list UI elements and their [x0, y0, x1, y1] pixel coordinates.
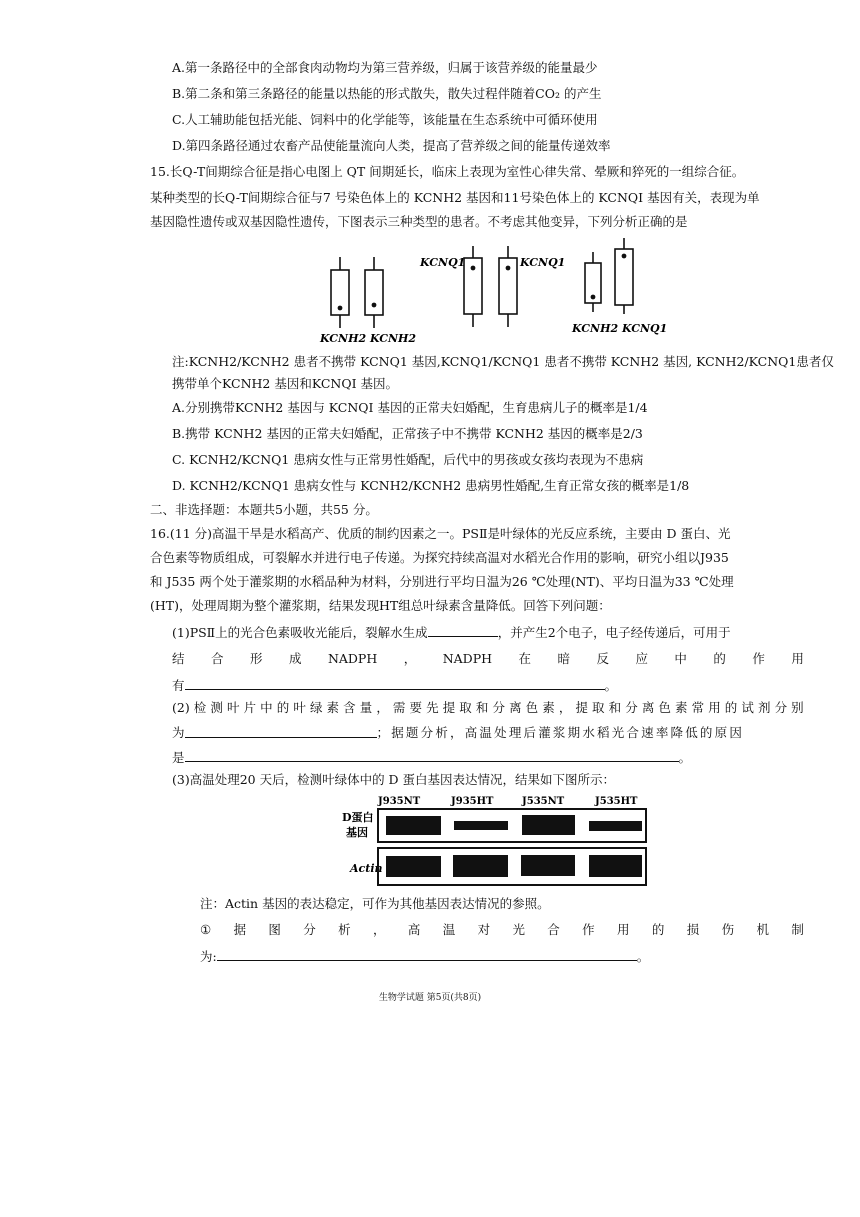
sub1-spaced-char: 损 — [686, 922, 700, 937]
lane-label-j935ht: J935HT — [451, 796, 494, 807]
part2-spaced-char: 中 — [260, 700, 273, 715]
part2-spaced-char: 色 — [525, 700, 539, 715]
row-label-actin: Actin — [350, 862, 383, 875]
part1-spaced-char: 用 — [791, 651, 804, 666]
q16-sub1-line-2: 为: 。 — [200, 946, 649, 967]
part2-spaced-char: 用 — [708, 700, 721, 715]
answer-blank-3[interactable] — [185, 723, 377, 738]
band-d-j535ht — [589, 821, 642, 831]
part1-spaced-char: 作 — [752, 651, 765, 666]
part2-spaced-char: 离 — [509, 700, 522, 715]
part1-spaced-char: 形 — [249, 651, 263, 666]
sub1-spaced-char: 的 — [651, 922, 665, 937]
part1-spaced-char: NADPH — [442, 651, 493, 666]
kcnq1-gene-dot — [471, 266, 476, 271]
part2-spaced-char: 取 — [592, 700, 605, 715]
part2-spaced-char: 素 — [542, 700, 555, 715]
part2-spaced-char: 要 — [409, 700, 423, 715]
part1-spaced-char: 应 — [635, 651, 648, 666]
part1-spaced-char: 的 — [713, 651, 726, 666]
sub1-spaced-char: ， — [373, 922, 386, 937]
part2-spaced-char: 分 — [774, 700, 788, 715]
q16-part2-line-3: 是 。 — [172, 747, 691, 768]
band-d-j935ht — [454, 821, 508, 830]
band-d-j535nt — [522, 815, 575, 835]
part2-spaced-char: 和 — [475, 700, 489, 715]
lane-label-j535nt: J535NT — [522, 796, 565, 807]
part1-spaced-char: 成 — [288, 651, 302, 666]
part2-spaced-char: 含 — [343, 700, 356, 715]
band-actin-j535ht — [589, 855, 642, 877]
band-actin-j535nt — [521, 855, 575, 876]
chromosome-figure — [310, 232, 670, 347]
part1-spaced-char: 暗 — [557, 651, 570, 666]
band-actin-j935ht — [453, 855, 508, 877]
label-kcnq1-right: KCNQ1 — [520, 256, 566, 269]
part2-spaced-char: 量 — [359, 700, 373, 715]
q14-option-b: B.第二条和第三条路径的能量以热能的形式散失，散失过程伴随着CO₂ 的产生 — [172, 86, 602, 101]
part2-spaced-char: 常 — [691, 700, 705, 715]
sub1-spaced-char: 机 — [756, 922, 769, 937]
part2-spaced-char: (2) — [172, 700, 190, 715]
sub1-spaced-char: 对 — [477, 922, 491, 937]
q15-option-a: A.分别携带KCNH2 基因与 KCNQI 基因的正常夫妇婚配，生育患病儿子的概率是1/4 — [172, 400, 648, 415]
q16-sub1-line-1 — [200, 920, 804, 940]
answer-blank-4[interactable] — [185, 747, 679, 762]
part2-spaced-char: 剂 — [757, 700, 771, 715]
part2-spaced-char: 的 — [724, 700, 738, 715]
band-actin-j935nt — [386, 856, 441, 877]
part2-spaced-char: 取 — [459, 700, 472, 715]
part2-spaced-char: 试 — [741, 700, 754, 715]
answer-blank-1[interactable] — [428, 622, 498, 637]
sub1-spaced-char: 伤 — [721, 922, 735, 937]
kcnh2-gene-dot — [372, 303, 377, 308]
part1-spaced-char: ， — [403, 651, 417, 666]
q15-option-c: C. KCNH2/KCNQ1 患病女性与正常男性婚配，后代中的男孩或女孩均表现为不患病 — [172, 452, 644, 467]
part2-spaced-char: 别 — [791, 700, 804, 715]
part2-spaced-char: 绿 — [309, 700, 323, 715]
part1-spaced-char: 反 — [596, 651, 609, 666]
q16-part1-line-3: 有 。 — [172, 675, 617, 696]
part2-spaced-char: 提 — [442, 700, 456, 715]
part1-spaced-char: 中 — [674, 651, 687, 666]
label-kcnh2-kcnq1: KCNH2 KCNQ1 — [572, 322, 668, 335]
q16-gel-note: 注：Actin 基因的表达稳定，可作为其他基因表达情况的参照。 — [200, 896, 550, 911]
page-footer: 生物学试题 第5页(共8页) — [378, 993, 482, 1003]
part2-spaced-char: 离 — [641, 700, 655, 715]
part1-spaced-char: 在 — [518, 651, 531, 666]
q16-part3-intro: (3)高温处理20 天后，检测叶绿体中的 D 蛋白基因表达情况，结果如下图所示： — [172, 772, 616, 787]
label-kcnq1-left: KCNQ1 — [420, 256, 466, 269]
lane-label-j935nt: J935NT — [378, 796, 421, 807]
sub1-spaced-char: 高 — [407, 922, 421, 937]
sub1-spaced-char: 作 — [582, 922, 595, 937]
part2-spaced-char: 分 — [625, 700, 638, 715]
lane-label-j535ht: J535HT — [595, 796, 638, 807]
q16-stem-line-3: 和 J535 两个处于灌浆期的水稻品种为材料，分别进行平均日温为26 ℃处理(NT)、平均日温为33 ℃处理 — [150, 574, 734, 589]
q16-part2-line-1 — [172, 698, 804, 718]
part1-spaced-char: 结 — [172, 651, 185, 666]
part2-spaced-char: 片 — [243, 700, 257, 715]
part2-spaced-char: 提 — [575, 700, 588, 715]
row-label-d-protein: D蛋白 — [342, 811, 374, 824]
kcnq1-gene-dot — [622, 254, 627, 259]
part2-spaced-char: 分 — [492, 700, 505, 715]
sub1-spaced-char: ① — [200, 922, 212, 937]
q15-note-line-2: 携带单个KCNH2 基因和KCNQI 基因。 — [172, 376, 398, 391]
q14-option-a: A.第一条路径中的全部食肉动物均为第三营养级，归属于该营养级的能量最少 — [172, 60, 598, 75]
sub1-spaced-char: 据 — [233, 922, 247, 937]
q15-stem-line-1: 15.长Q-T间期综合征是指心电图上 QT 间期延长，临床上表现为室性心律失常、晕厥和猝死的一组综合征。 — [150, 164, 745, 179]
q16-stem-line-4: (HT)，处理周期为整个灌浆期，结果发现HT组总叶绿素含量降低。回答下列问题： — [150, 598, 611, 613]
sub1-spaced-char: 温 — [442, 922, 456, 937]
q16-part1-line-2 — [172, 649, 804, 669]
part2-spaced-char: 需 — [392, 700, 406, 715]
sub1-spaced-char: 光 — [512, 922, 525, 937]
part2-spaced-char: 测 — [210, 700, 223, 715]
q15-option-b: B.携带 KCNH2 基因的正常夫妇婚配，正常孩子中不携带 KCNH2 基因的概率是2/3 — [172, 426, 643, 441]
part2-spaced-char: 和 — [608, 700, 622, 715]
section-heading: 二、非选择题：本题共5小题，共55 分。 — [150, 502, 378, 517]
sub1-spaced-char: 图 — [268, 922, 281, 937]
part2-spaced-char: 素 — [675, 700, 688, 715]
part2-spaced-char: 检 — [193, 700, 207, 715]
sub1-spaced-char: 制 — [791, 922, 804, 937]
kcnq1-gene-dot — [506, 266, 511, 271]
part2-spaced-char: 叶 — [293, 700, 306, 715]
part2-spaced-char: 的 — [276, 700, 290, 715]
part2-spaced-char: 色 — [658, 700, 671, 715]
answer-blank-2[interactable] — [185, 675, 605, 690]
sub1-spaced-char: 合 — [547, 922, 560, 937]
part2-spaced-char: ， — [376, 700, 389, 715]
q16-part2-line-2: 为 ；据题分析，高温处理后灌浆期水稻光合速率降低的原因 — [172, 725, 745, 740]
part2-spaced-char: 先 — [426, 700, 439, 715]
label-kcnh2-kcnh2: KCNH2 KCNH2 — [320, 332, 417, 345]
q15-stem-line-3: 基因隐性遗传或双基因隐性遗传，下图表示三种类型的患者。不考虑其他变异，下列分析正确的是 — [150, 214, 688, 229]
answer-blank-5[interactable] — [217, 946, 637, 961]
band-d-j935nt — [386, 816, 441, 835]
part2-spaced-char: 叶 — [226, 700, 240, 715]
part2-spaced-char: ， — [558, 700, 572, 715]
kcnh2-gene-dot — [338, 306, 343, 311]
kcnh2-gene-dot — [591, 295, 596, 300]
q15-note-line-1: 注:KCNH2/KCNH2 患者不携带 KCNQ1 基因,KCNQ1/KCNQ1 患者不携带 KCNH2 基因, KCNH2/KCNQ1患者仅 — [172, 354, 834, 369]
part1-spaced-char: NADPH — [327, 651, 378, 666]
q15-stem-line-2: 某种类型的长Q-T间期综合征与7 号染色体上的 KCNH2 基因和11号染色体上的 KCNQI 基因有关，表现为单 — [150, 190, 760, 205]
row-label-gene: 基因 — [346, 826, 368, 839]
part2-spaced-char: 素 — [326, 700, 340, 715]
sub1-spaced-char: 分 — [303, 922, 316, 937]
sub1-spaced-char: 析 — [338, 922, 351, 937]
part1-spaced-char: 合 — [210, 651, 224, 666]
q16-part1-line-1: (1)PSⅡ上的光合色素吸收光能后，裂解水生成 ，并产生2个电子，电子经传递后，可用于 — [172, 622, 731, 643]
sub1-spaced-char: 用 — [617, 922, 630, 937]
q14-option-c: C.人工辅助能包括光能、饲料中的化学能等，该能量在生态系统中可循环使用 — [172, 112, 598, 127]
q14-option-d: D.第四条路径通过农畜产品使能量流向人类，提高了营养级之间的能量传递效率 — [172, 138, 611, 153]
q16-stem-line-2: 合色素等物质组成，可裂解水并进行电子传递。为探究持续高温对水稻光合作用的影响，研究小组以J935 — [150, 550, 729, 565]
gel-electrophoresis-figure — [340, 792, 660, 888]
q16-stem-line-1: 16.(11 分)高温干旱是水稻高产、优质的制约因素之一。PSⅡ是叶绿体的光反应系统，主要由 D 蛋白、光 — [150, 526, 731, 541]
q15-option-d: D. KCNH2/KCNQ1 患病女性与 KCNH2/KCNH2 患病男性婚配,生育正常女孩的概率是1/8 — [172, 478, 690, 493]
